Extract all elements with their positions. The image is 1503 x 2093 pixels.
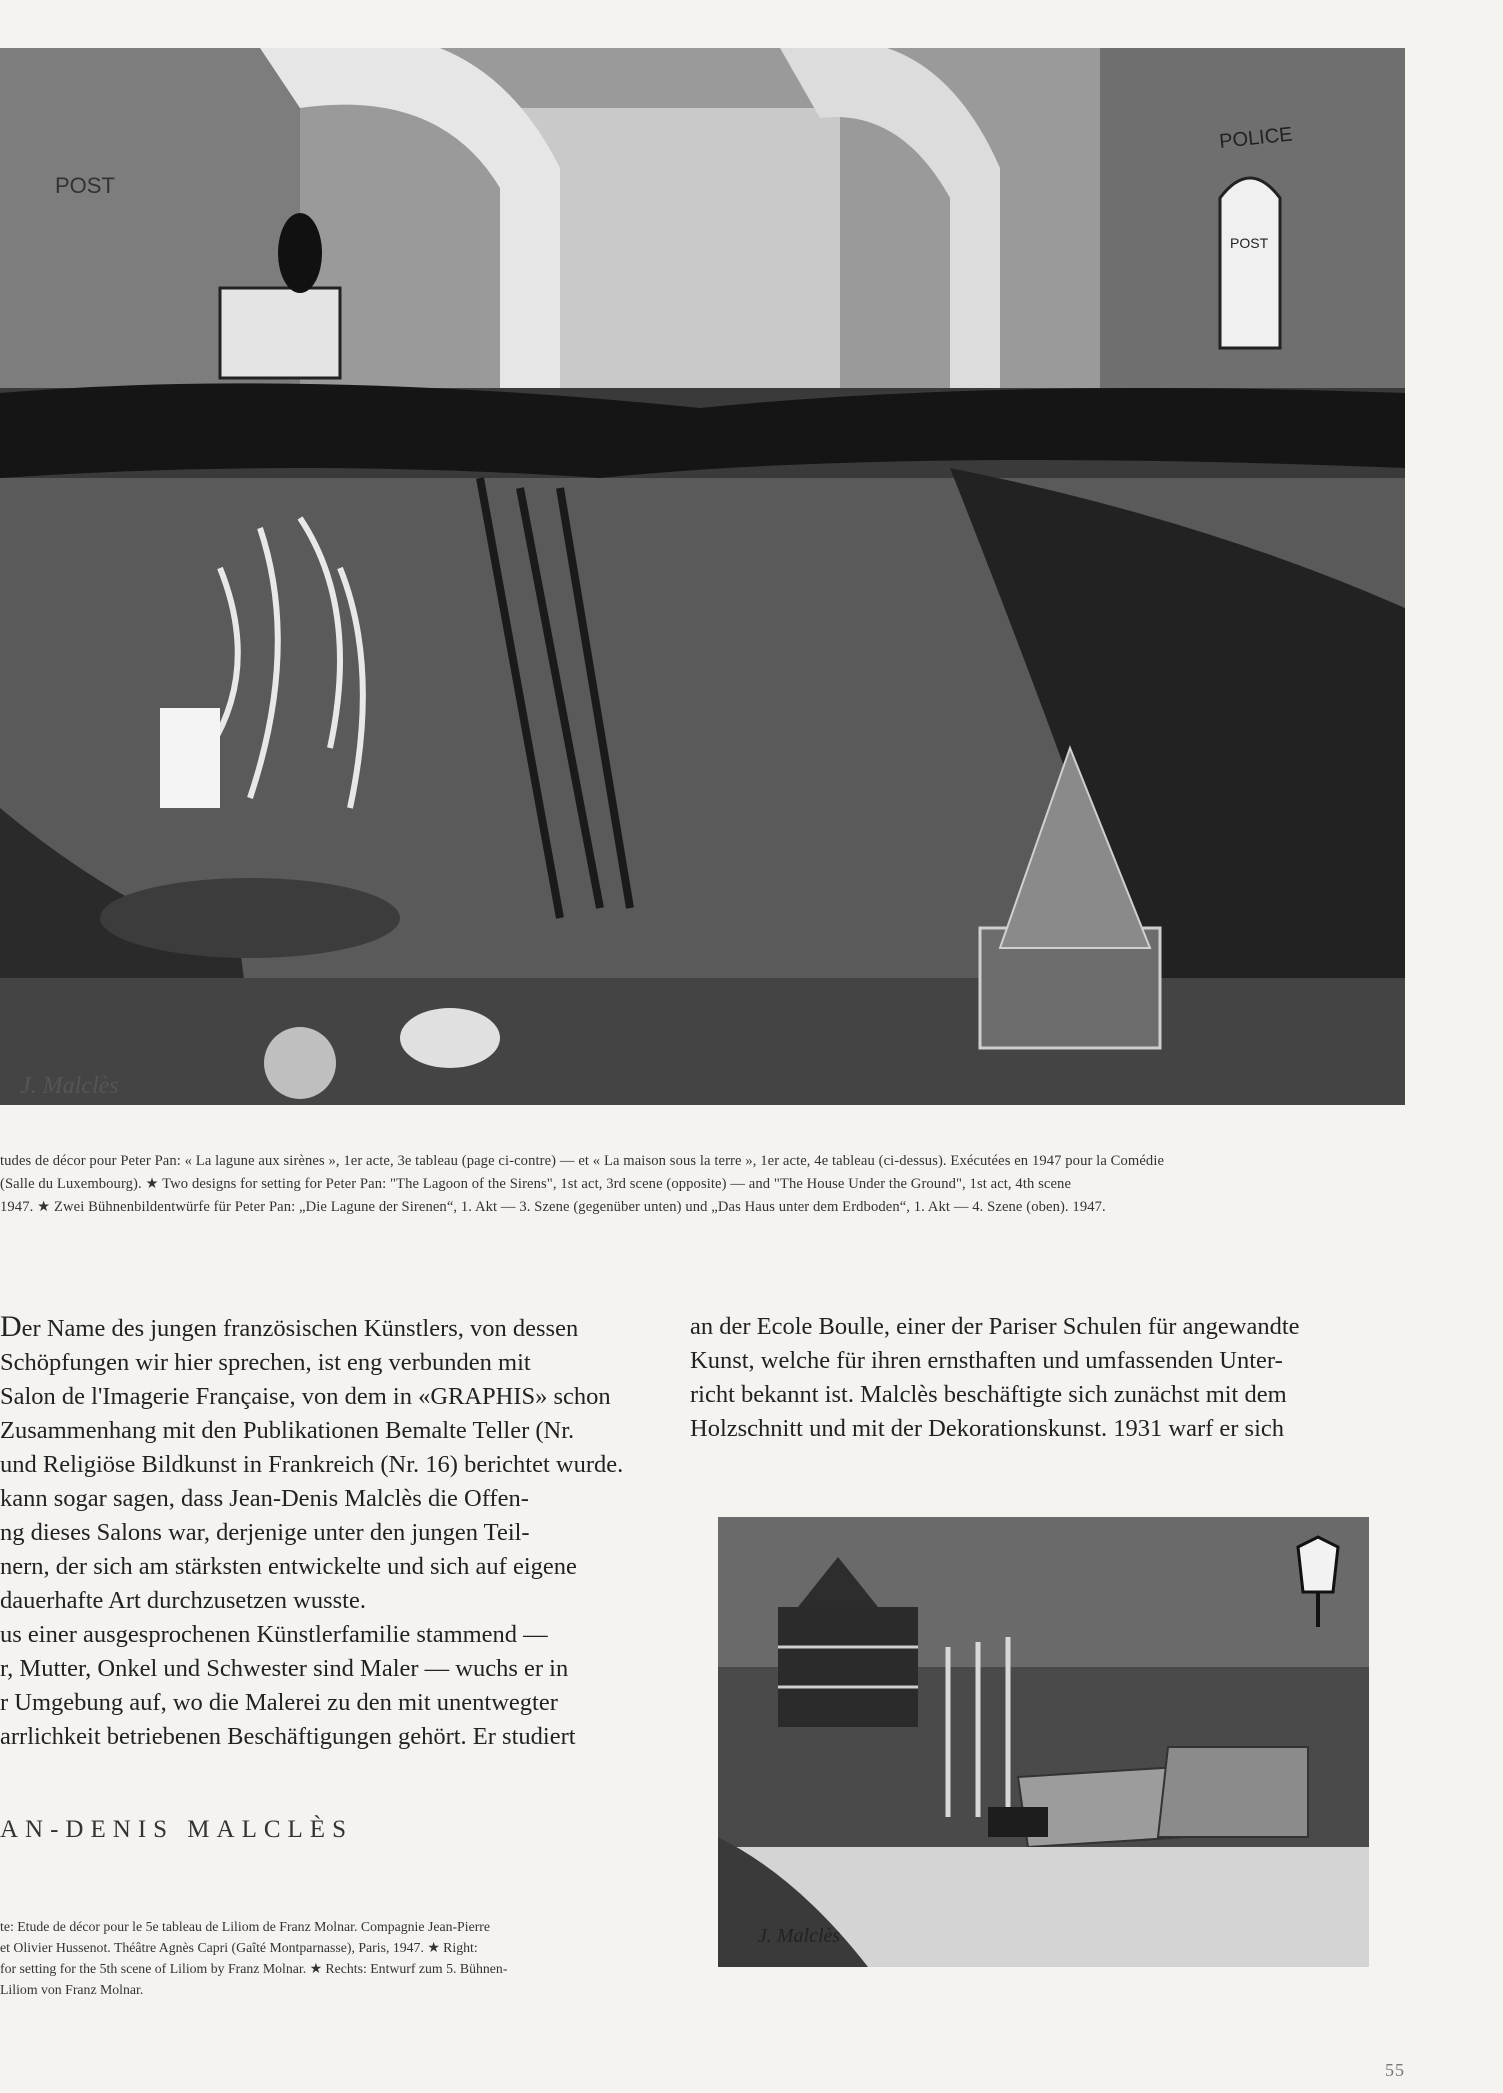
- body-right-line: an der Ecole Boulle, einer der Pariser Schulen für angewandte: [690, 1313, 1300, 1340]
- body-left-line: Salon de l'Imagerie Française, von dem in «GRAPHIS» schon: [0, 1383, 611, 1410]
- body-left-line: ng dieses Salons war, derjenige unter den jungen Teil-: [0, 1519, 530, 1546]
- author-name: AN-DENIS MALCLÈS: [0, 1816, 353, 1843]
- liliom-set-painting: [718, 1517, 1369, 1967]
- illustration-liliom-set: [718, 1517, 1369, 1967]
- caption-bottom-line: for setting for the 5th scene of Liliom by Franz Molnar. ★ Rechts: Entwurf zum 5. Bühnen-: [0, 1961, 508, 1976]
- caption-top: [0, 1150, 1412, 1219]
- body-left-line: Schöpfungen wir hier sprechen, ist eng verbunden mit: [0, 1349, 531, 1376]
- caption-bottom-line: te: Etude de décor pour le 5e tableau de Liliom de Franz Molnar. Compagnie Jean-Pierre: [0, 1919, 491, 1934]
- body-left-line: r, Mutter, Onkel und Schwester sind Maler — wuchs er in: [0, 1655, 569, 1682]
- body-right-line: Holzschnitt und mit der Dekorationskunst. 1931 warf er sich: [690, 1415, 1285, 1442]
- illustration-peter-pan-set: [0, 48, 1405, 1105]
- body-left-line: kann sogar sagen, dass Jean-Denis Malclès die Offen-: [0, 1485, 529, 1512]
- body-right-line: richt bekannt ist. Malclès beschäftigte sich zunächst mit dem: [690, 1381, 1287, 1408]
- sign-police: POLICE: [1218, 123, 1294, 153]
- peter-pan-set-painting: [0, 48, 1405, 1105]
- drop-cap: D: [0, 1310, 22, 1343]
- body-text-left-column: [0, 1310, 660, 1754]
- caption-bottom-line: et Olivier Hussenot. Théâtre Agnès Capri (Gaîté Montparnasse), Paris, 1947. ★ Right:: [0, 1940, 478, 1955]
- body-left-line: dauerhafte Art durchzusetzen wusste.: [0, 1587, 366, 1614]
- body-left-line: und Religiöse Bildkunst in Frankreich (Nr. 16) berichtet wurde.: [0, 1451, 624, 1478]
- artist-signature-top: J. Malclès: [20, 1073, 119, 1099]
- body-left-line: us einer ausgesprochenen Künstlerfamilie stammend —: [0, 1621, 548, 1648]
- caption-top-line-2: (Salle du Luxembourg). ★ Two designs for setting for Peter Pan: "The Lagoon of the Sirens", 1st act, 3rd scene (opposite) — and "The House Under the Ground", 1st act, 4th scene: [0, 1176, 1072, 1192]
- caption-top-line-1: tudes de décor pour Peter Pan: « La lagune aux sirènes », 1er acte, 3e tableau (page ci-contre) — et « La maison sous la terre », 1er acte, 4e tableau (ci-dessus). Exécutées en 1947 pour la Comédie: [0, 1153, 1165, 1169]
- caption-bottom: [0, 1916, 670, 2000]
- body-left-line: arrlichkeit betriebenen Beschäftigungen gehört. Er studiert: [0, 1723, 576, 1750]
- body-left-line: Zusammenhang mit den Publikationen Bemalte Teller (Nr.: [0, 1417, 575, 1444]
- body-right-line: Kunst, welche für ihren ernsthaften und umfassenden Unter-: [690, 1347, 1283, 1374]
- body-left-line: r Umgebung auf, wo die Malerei zu den mit unentwegter: [0, 1689, 558, 1716]
- caption-top-line-3: 1947. ★ Zwei Bühnenbildentwürfe für Peter Pan: „Die Lagune der Sirenen“, 1. Akt — 3. Szene (gegenüber unten) und „Das Haus unter dem Erdboden“, 1. Akt — 4. Szene (oben). 1947.: [0, 1199, 1106, 1215]
- body-left-line: Der Name des jungen französischen Künstlers, von dessen: [0, 1310, 579, 1343]
- page-number: 55: [1385, 2060, 1405, 2080]
- sign-post: POST: [55, 173, 115, 198]
- caption-bottom-line: Liliom von Franz Molnar.: [0, 1982, 144, 1997]
- body-left-line: nern, der sich am stärksten entwickelte und sich auf eigene: [0, 1553, 577, 1580]
- body-text-right-column: [690, 1310, 1410, 1446]
- artist-signature-bottom: J. Malclès: [758, 1925, 841, 1947]
- sign-lamp-post: POST: [1230, 235, 1269, 251]
